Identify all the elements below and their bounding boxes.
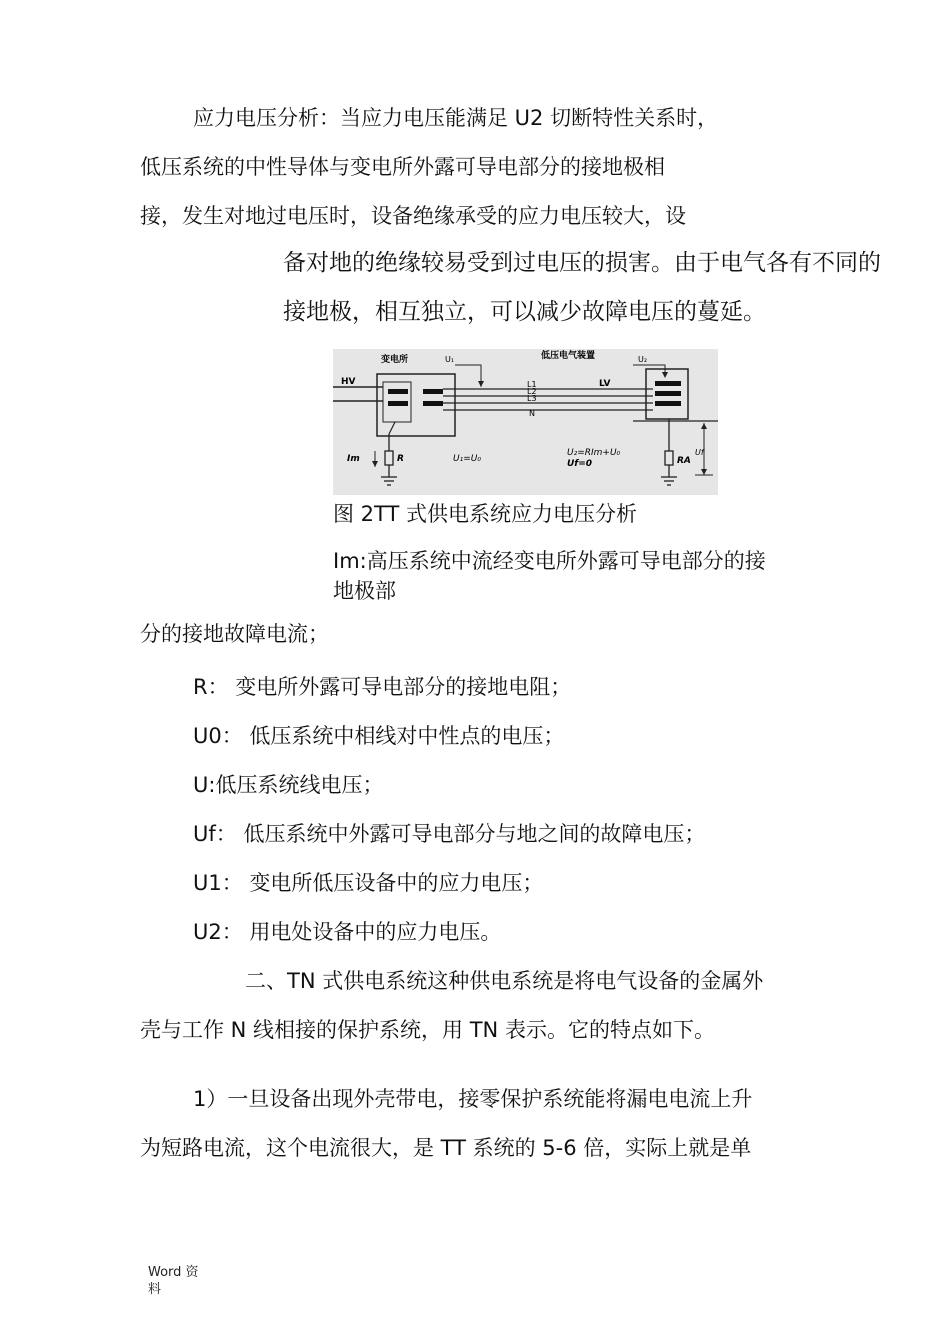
section2-text: 壳与工作 N 线相接的保护系统，用 TN 表示。它的特点如下。 <box>140 1018 715 1042</box>
label-lv: LV <box>599 379 611 389</box>
winding-icon <box>423 401 443 406</box>
paragraph-line: 备对地的绝缘较易受到过电压的损害。由于电气各有不同的 <box>283 250 881 276</box>
label-substation: 变电所 <box>381 355 409 365</box>
u2-pointer <box>633 365 665 377</box>
label-u1: U₁ <box>445 355 455 364</box>
section2-heading: 二、TN 式供电系统这种供电系统是将电气设备的金属外 <box>245 969 764 993</box>
figure-caption: 图 2TT 式供电系统应力电压分析 <box>333 502 637 526</box>
paragraph-line: 低压系统的中性导体与变电所外露可导电部分的接地极相 <box>140 155 665 179</box>
resistor-ra-icon <box>665 451 673 465</box>
label-u1-eq: U₁=U₀ <box>453 454 481 464</box>
paragraph-line: 接地极，相互独立，可以减少故障电压的蔓延。 <box>283 299 766 325</box>
label-ra: RA <box>677 456 691 466</box>
definition-u2: U2： 用电处设备中的应力电压。 <box>193 920 502 944</box>
definition-u: U:低压系统线电压； <box>193 773 384 797</box>
label-uf-eq: Uf=0 <box>567 459 593 469</box>
tt-system-diagram <box>333 349 718 495</box>
paragraph-line: 接，发生对地过电压时，设备绝缘承受的应力电压较大，设 <box>140 204 686 228</box>
label-im: Im <box>347 454 360 464</box>
label-l1: L1 <box>527 380 537 389</box>
winding-icon <box>423 389 443 394</box>
definition-im: Im:高压系统中流经变电所外露可导电部分的接 <box>333 549 766 573</box>
list-item-1-cont: 为短路电流，这个电流很大，是 TT 系统的 5-6 倍，实际上就是单 <box>140 1136 752 1160</box>
footer-line: Word 资 <box>148 1265 199 1280</box>
winding-icon <box>388 389 408 394</box>
load-icon <box>655 401 681 406</box>
definition-im-cont: 分的接地故障电流； <box>140 622 329 646</box>
footer-line: 料 <box>148 1282 162 1297</box>
list-item-1: 1）一旦设备出现外壳带电，接零保护系统能将漏电电流上升 <box>193 1087 753 1111</box>
label-lv-installation: 低压电气装置 <box>541 351 596 361</box>
definition-u1: U1： 变电所低压设备中的应力电压； <box>193 871 544 895</box>
definition-r: R： 变电所外露可导电部分的接地电阻； <box>193 675 572 699</box>
label-uf: Uf <box>695 448 704 457</box>
footer-watermark <box>148 1264 199 1298</box>
label-l3: L3 <box>527 394 537 403</box>
label-hv: HV <box>341 377 356 387</box>
definition-im-cont: 地极部 <box>333 579 396 603</box>
label-l2: L2 <box>527 387 537 396</box>
label-u2-eq: U₂=RIm+U₀ <box>567 448 621 458</box>
winding-icon <box>388 401 408 406</box>
label-r: R <box>397 454 404 464</box>
label-u2: U₂ <box>638 355 648 364</box>
definition-uf: Uf： 低压系统中外露可导电部分与地之间的故障电压； <box>193 822 706 846</box>
paragraph-line: 应力电压分析：当应力电压能满足 U2 切断特性关系时， <box>193 106 719 130</box>
definition-u0: U0： 低压系统中相线对中性点的电压； <box>193 724 565 748</box>
load-icon <box>655 381 681 386</box>
label-n: N <box>529 409 535 418</box>
u1-pointer <box>455 365 481 387</box>
resistor-r-icon <box>385 451 393 465</box>
load-icon <box>655 391 681 396</box>
